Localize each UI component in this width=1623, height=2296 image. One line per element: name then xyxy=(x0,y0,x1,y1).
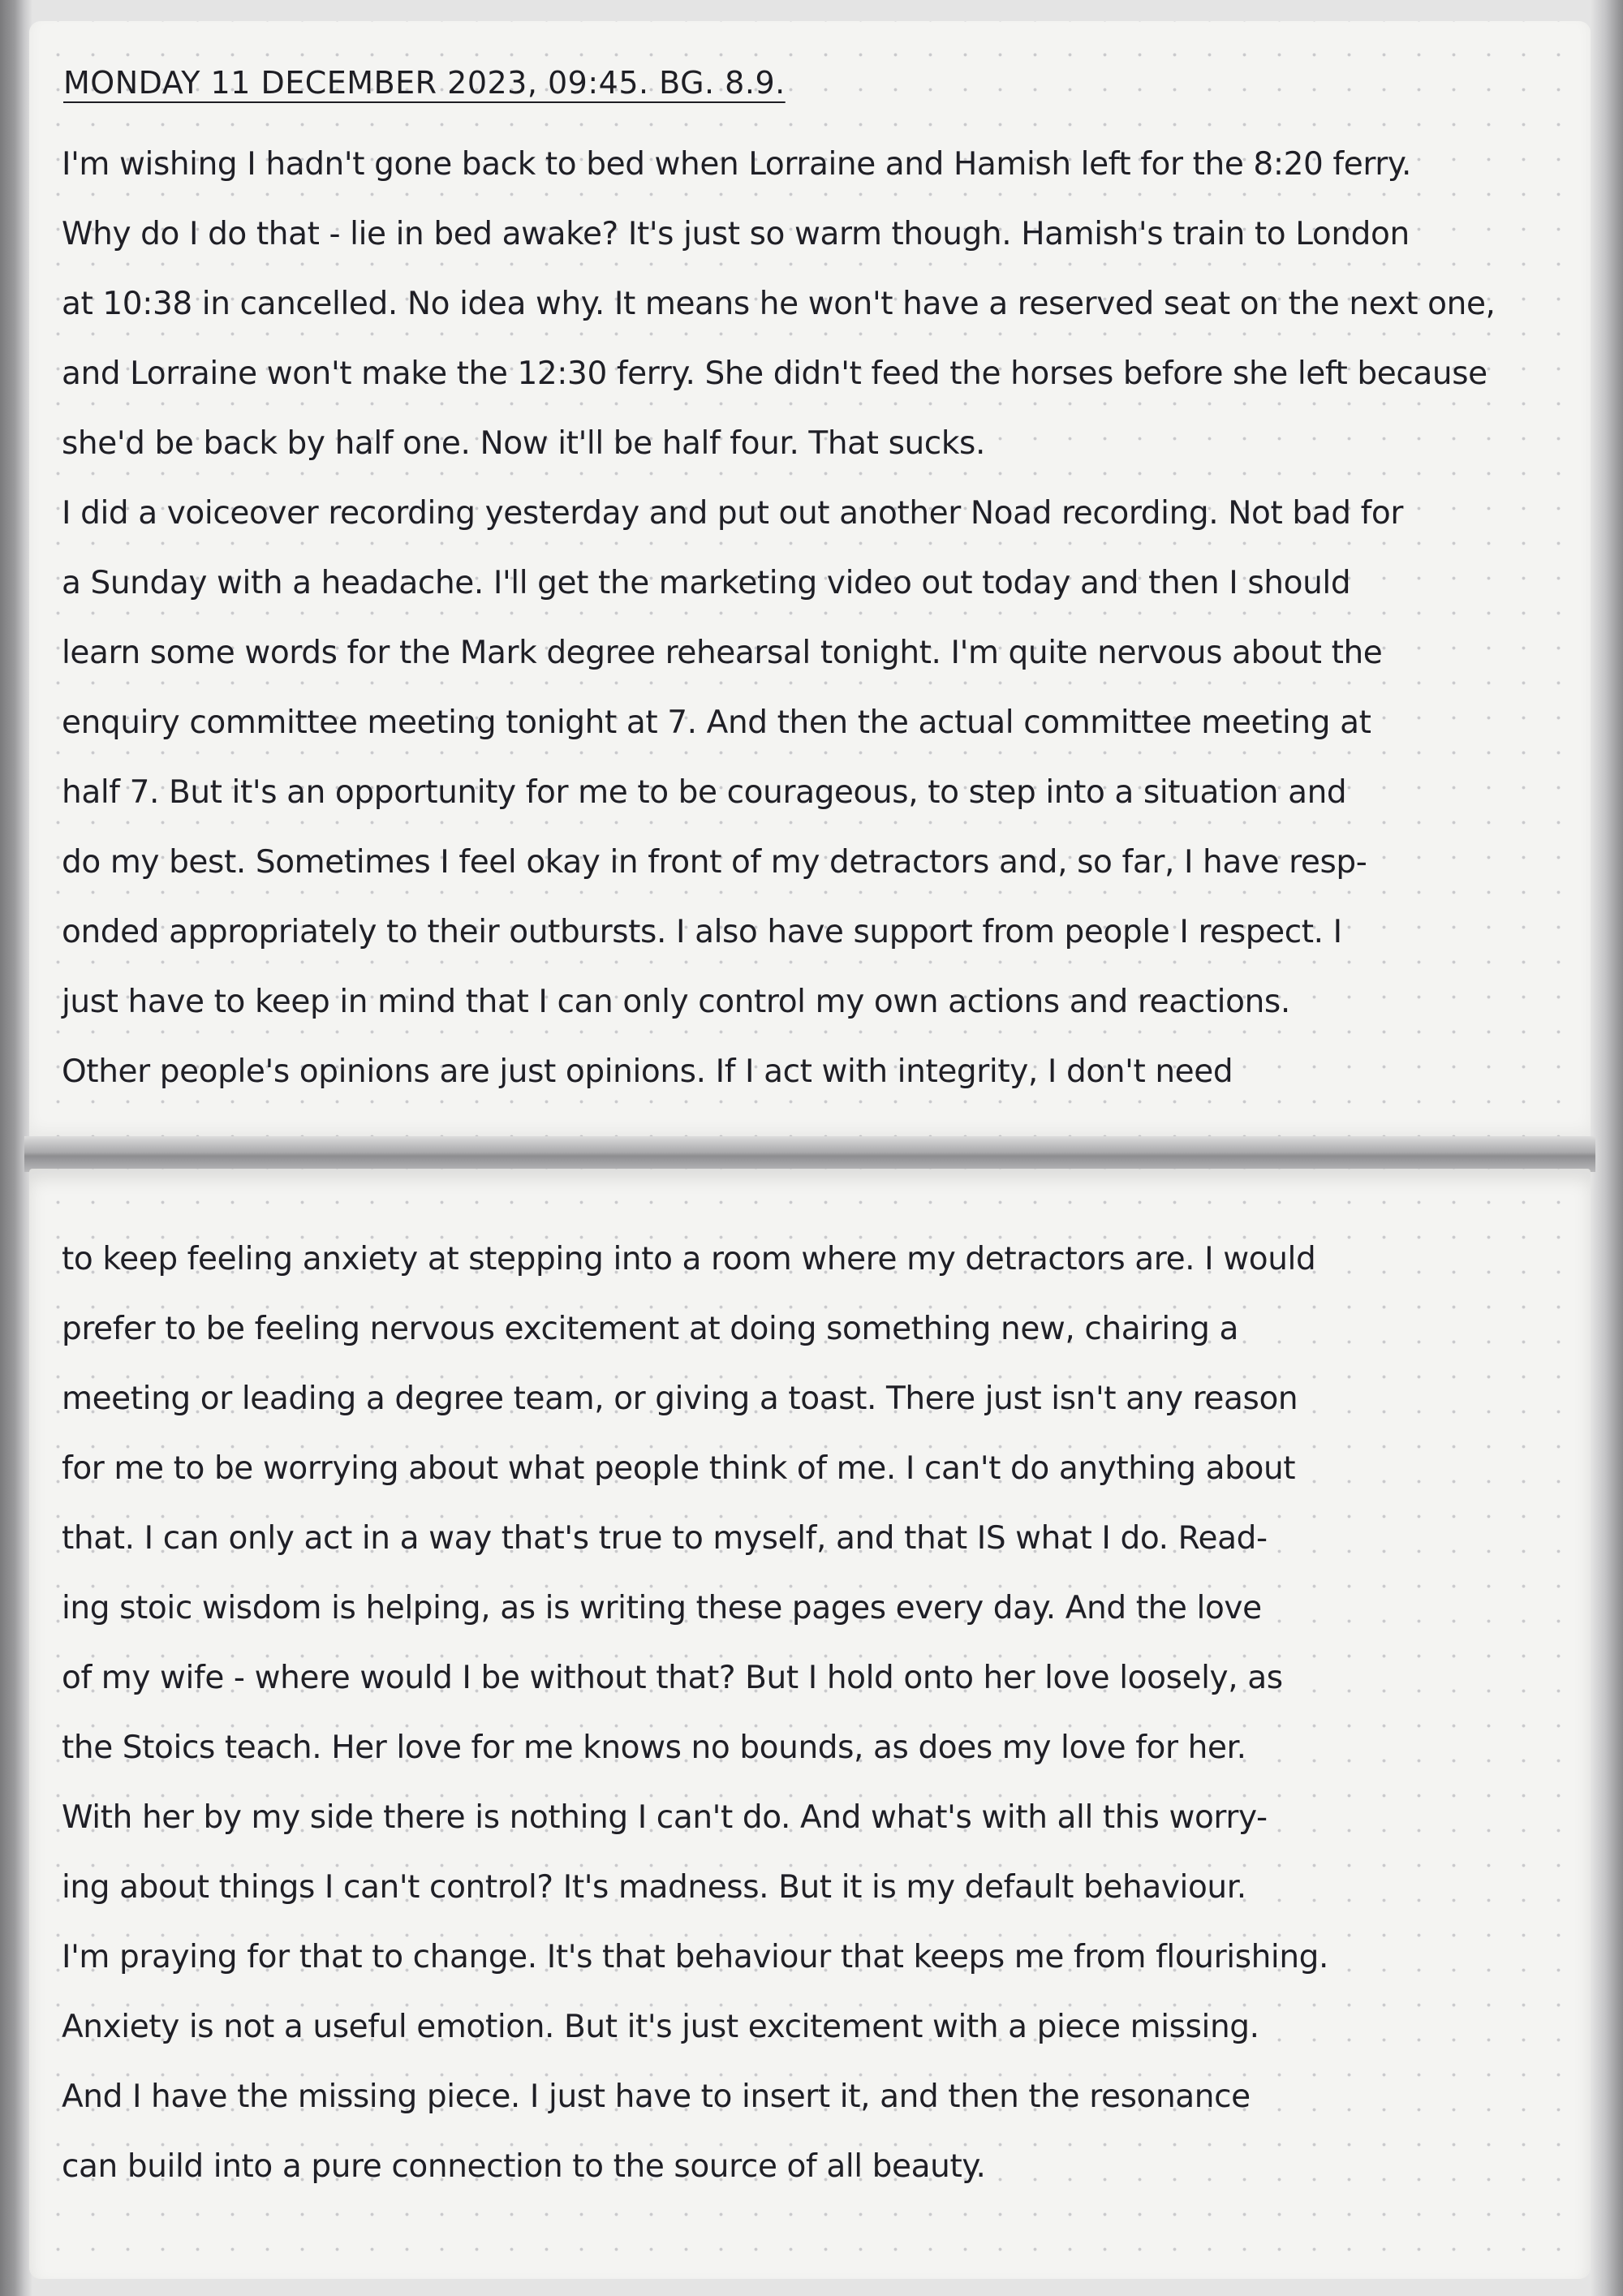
journal-line: the Stoics teach. Her love for me knows no bounds, as does my love for her. xyxy=(62,1730,1246,1766)
journal-line: Anxiety is not a useful emotion. But it's just excitement with a piece missing. xyxy=(62,2009,1259,2045)
journal-line: of my wife - where would I be without that? But I hold onto her love loosely, as xyxy=(62,1660,1283,1696)
journal-line: a Sunday with a headache. I'll get the marketing video out today and then I should xyxy=(62,565,1351,601)
journal-line: prefer to be feeling nervous excitement at doing something new, chairing a xyxy=(62,1311,1238,1347)
journal-line: Why do I do that - lie in bed awake? It's just so warm though. Hamish's train to London xyxy=(62,216,1410,252)
journal-line: I did a voiceover recording yesterday and put out another Noad recording. Not bad for xyxy=(62,495,1403,532)
journal-line: just have to keep in mind that I can only control my own actions and reactions. xyxy=(62,984,1290,1020)
journal-line: meeting or leading a degree team, or giving a toast. There just isn't any reason xyxy=(62,1381,1298,1417)
journal-line: she'd be back by half one. Now it'll be half four. That sucks. xyxy=(62,425,985,462)
journal-line: do my best. Sometimes I feel okay in front of my detractors and, so far, I have resp- xyxy=(62,844,1367,881)
journal-line: With her by my side there is nothing I can't do. And what's with all this worry- xyxy=(62,1799,1268,1836)
journal-line: for me to be worrying about what people think of me. I can't do anything about xyxy=(62,1450,1296,1487)
notebook-gutter xyxy=(24,1136,1595,1172)
entry-date-heading: MONDAY 11 DECEMBER 2023, 09:45. BG. 8.9. xyxy=(63,65,786,101)
journal-line: I'm praying for that to change. It's that behaviour that keeps me from flourishing. xyxy=(62,1939,1329,1975)
journal-line: to keep feeling anxiety at stepping into a room where my detractors are. I would xyxy=(62,1241,1316,1277)
journal-line: Other people's opinions are just opinions. If I act with integrity, I don't need xyxy=(62,1053,1233,1090)
journal-line: at 10:38 in cancelled. No idea why. It means he won't have a reserved seat on the next one, xyxy=(62,286,1496,322)
journal-text-top xyxy=(62,130,1496,1107)
journal-line: ing about things I can't control? It's madness. But it is my default behaviour. xyxy=(62,1869,1246,1906)
journal-line: onded appropriately to their outbursts. I also have support from people I respect. I xyxy=(62,914,1342,950)
journal-line: half 7. But it's an opportunity for me to be courageous, to step into a situation and xyxy=(62,774,1347,811)
journal-line: that. I can only act in a way that's true to myself, and that IS what I do. Read- xyxy=(62,1520,1268,1557)
journal-text-bottom xyxy=(62,1225,1328,2202)
journal-line: can build into a pure connection to the source of all beauty. xyxy=(62,2148,986,2185)
journal-line: And I have the missing piece. I just have to insert it, and then the resonance xyxy=(62,2078,1251,2115)
journal-line: enquiry committee meeting tonight at 7. And then the actual committee meeting at xyxy=(62,704,1371,741)
journal-line: learn some words for the Mark degree rehearsal tonight. I'm quite nervous about the xyxy=(62,635,1383,671)
journal-line: and Lorraine won't make the 12:30 ferry. She didn't feed the horses before she left because xyxy=(62,355,1487,392)
journal-line: ing stoic wisdom is helping, as is writing these pages every day. And the love xyxy=(62,1590,1262,1626)
journal-line: I'm wishing I hadn't gone back to bed when Lorraine and Hamish left for the 8:20 ferry. xyxy=(62,146,1412,183)
